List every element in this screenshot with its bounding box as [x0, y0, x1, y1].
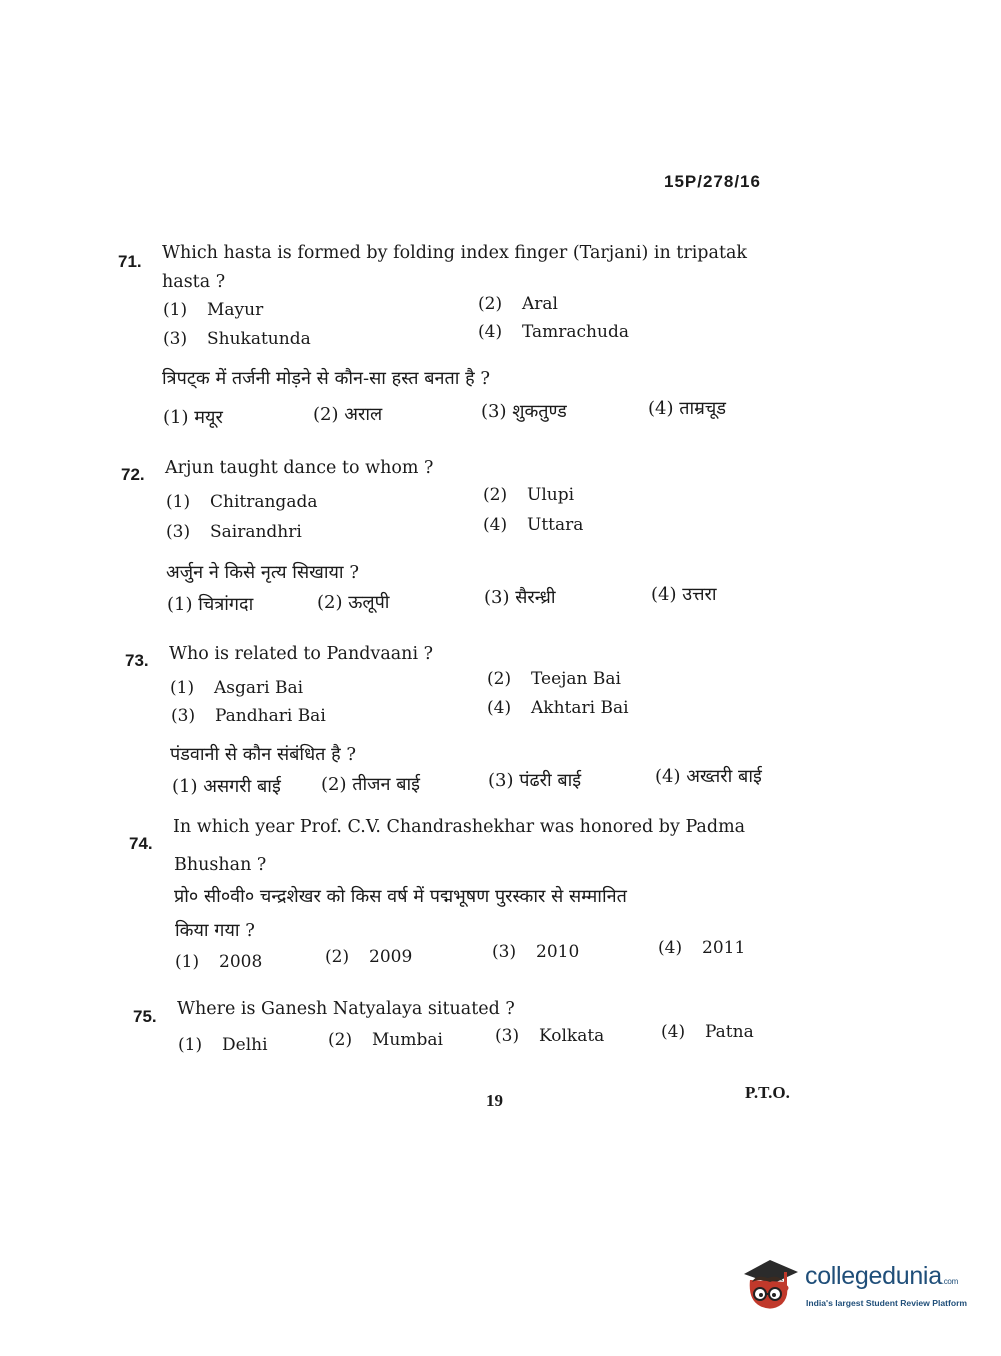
page-number: 19	[486, 1091, 503, 1110]
option-hi-2: (2) अराल	[313, 404, 383, 425]
option-hi-2: (2) तीजन बाई	[321, 774, 421, 795]
logo-tagline: India's largest Student Review Platform	[806, 1298, 968, 1308]
option-4: (4) 2011	[658, 938, 746, 958]
question-number: 73.	[125, 651, 149, 670]
option-3: (3) Kolkata	[495, 1026, 605, 1046]
option-en-1: (1) Asgari Bai	[170, 678, 304, 698]
option-hi-4: (4) उत्तरा	[651, 584, 717, 605]
option-en-2: (2) Aral	[478, 294, 558, 314]
option-hi-3: (3) पंढरी बाई	[488, 770, 582, 791]
option-hi-3: (3) शुकतुण्ड	[481, 401, 567, 422]
option-1: (1) 2008	[175, 952, 263, 972]
question-text-en-cont: Bhushan ?	[174, 855, 267, 875]
option-1: (1) Delhi	[178, 1035, 268, 1055]
mascot-icon	[740, 1252, 802, 1314]
question-text-hi: अर्जुन ने किसे नृत्य सिखाया ?	[166, 562, 359, 583]
option-en-3: (3) Shukatunda	[163, 329, 311, 349]
question-number: 75.	[133, 1007, 157, 1026]
paper-code: 15P/278/16	[664, 172, 761, 191]
question-number: 74.	[129, 834, 153, 853]
option-en-2: (2) Ulupi	[483, 485, 575, 505]
option-hi-4: (4) अख्तरी बाई	[655, 766, 762, 787]
option-en-4: (4) Akhtari Bai	[487, 698, 629, 718]
option-hi-4: (4) ताम्रचूड	[648, 398, 726, 419]
question-text-en-cont: hasta ?	[162, 272, 226, 292]
question-number: 71.	[118, 252, 142, 271]
question-text-en: Arjun taught dance to whom ?	[165, 458, 434, 478]
option-hi-1: (1) असगरी बाई	[172, 776, 281, 797]
option-2: (2) 2009	[325, 947, 413, 967]
option-en-3: (3) Sairandhri	[166, 522, 302, 542]
option-2: (2) Mumbai	[328, 1030, 443, 1050]
pto-label: P.T.O.	[745, 1083, 790, 1102]
question-text-en: Where is Ganesh Natyalaya situated ?	[177, 999, 515, 1019]
option-3: (3) 2010	[492, 942, 580, 962]
question-text-hi-cont: किया गया ?	[175, 920, 255, 941]
option-4: (4) Patna	[661, 1022, 754, 1042]
option-en-1: (1) Chitrangada	[166, 492, 318, 512]
question-text-en: In which year Prof. C.V. Chandrashekhar was honored by Padma	[173, 817, 746, 837]
option-hi-1: (1) चित्रांगदा	[167, 594, 254, 615]
option-en-4: (4) Tamrachuda	[478, 322, 629, 342]
question-text-hi: त्रिपट्क में तर्जनी मोड़ने से कौन-सा हस्त बनता है ?	[162, 368, 491, 389]
question-text-hi: प्रो० सी०वी० चन्द्रशेखर को किस वर्ष में पद्मभूषण पुरस्कार से सम्मानित	[174, 886, 627, 907]
option-hi-2: (2) ऊलूपी	[317, 592, 390, 613]
question-text-en: Who is related to Pandvaani ?	[169, 644, 433, 664]
question-text-hi: पंडवानी से कौन संबंधित है ?	[170, 744, 357, 765]
option-en-1: (1) Mayur	[163, 300, 264, 320]
option-hi-3: (3) सैरन्ध्री	[484, 587, 556, 608]
question-number: 72.	[121, 465, 145, 484]
question-text-en: Which hasta is formed by folding index finger (Tarjani) in tripatak	[162, 243, 748, 263]
logo-wordmark: collegedunia.com	[805, 1262, 958, 1290]
option-hi-1: (1) मयूर	[163, 407, 223, 428]
option-en-2: (2) Teejan Bai	[487, 669, 621, 689]
option-en-3: (3) Pandhari Bai	[171, 706, 326, 726]
option-en-4: (4) Uttara	[483, 515, 584, 535]
